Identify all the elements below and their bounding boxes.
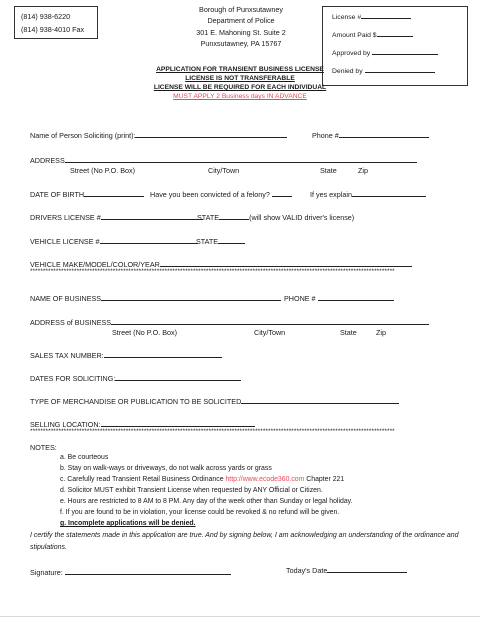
- notes-label: NOTES:: [30, 443, 57, 452]
- signature-field[interactable]: [30, 568, 231, 577]
- advance-notice: MUST APPLY 2 Business days IN ADVANCE: [173, 93, 307, 100]
- felony-field[interactable]: [150, 190, 292, 199]
- dob-field[interactable]: [30, 190, 144, 199]
- business-phone-field[interactable]: [284, 294, 394, 303]
- certification-statement: I certify the statements made in this application are true. And by signing below, I am acknowledging an understanding of the ordinance and stipulations.: [30, 532, 459, 551]
- phone-box: [14, 6, 98, 39]
- individual-license-notice: LICENSE WILL BE REQUIRED FOR EACH INDIVIDUAL: [153, 84, 327, 91]
- selling-location-label: SELLING LOCATION:: [30, 420, 101, 429]
- note-e: e. Hours are restricted to 8 AM to 8 PM. Any day of the week other than Sunday or legal holiday.: [60, 498, 353, 505]
- sales-tax-field[interactable]: [30, 351, 222, 360]
- drivers-license-label: DRIVERS LICENSE #: [30, 213, 101, 222]
- business-street-caption: Street (No P.O. Box): [112, 328, 177, 337]
- business-address-label: ADDRESS of BUSINESS: [30, 318, 112, 327]
- street-caption: Street (No P.O. Box): [70, 166, 135, 175]
- license-number-field[interactable]: [332, 12, 467, 30]
- signature-label: Signature:: [30, 568, 63, 577]
- todays-date-label: Today's Date: [286, 566, 328, 575]
- page-bottom-border: [0, 616, 480, 617]
- business-phone-label: PHONE #: [284, 294, 316, 303]
- explain-field[interactable]: [310, 190, 426, 199]
- business-name-label: NAME OF BUSINESS: [30, 294, 102, 303]
- city-caption: City/Town: [208, 166, 240, 175]
- note-d: d. Solicitor MUST exhibit Transient License when requested by ANY Official or Citizen.: [60, 487, 323, 494]
- note-c: [60, 476, 344, 483]
- phone-label: Phone #: [312, 131, 339, 140]
- drivers-state-label: STATE: [197, 213, 220, 222]
- license-number-label: License #: [332, 14, 362, 21]
- department-name: Department of Police: [207, 16, 275, 26]
- approved-by-label: Approved by: [332, 50, 371, 57]
- sales-tax-label: SALES TAX NUMBER:: [30, 351, 104, 360]
- merchandise-label: TYPE OF MERCHANDISE OR PUBLICATION TO BE SOLICITED: [30, 397, 242, 406]
- phone-field[interactable]: [312, 131, 429, 140]
- note-c-chapter: Chapter 221: [304, 476, 345, 483]
- note-f: f. If you are found to be in violation, your license could be revoked & no refund will be given.: [60, 509, 340, 516]
- vehicle-state-field[interactable]: [196, 237, 245, 246]
- business-name-field[interactable]: [30, 294, 281, 303]
- street-address: 301 E. Mahoning St. Suite 2: [196, 27, 286, 37]
- zip-caption: Zip: [358, 166, 368, 175]
- business-city-caption: City/Town: [254, 328, 286, 337]
- vehicle-license-field[interactable]: [30, 237, 198, 246]
- explain-label: If yes explain: [310, 190, 352, 199]
- not-transferable-notice: LICENSE IS NOT TRANSFERABLE: [185, 75, 295, 82]
- address-field[interactable]: [30, 156, 417, 165]
- note-b: b. Stay on walk-ways or driveways, do not walk across yards or grass: [60, 465, 272, 472]
- form-title: APPLICATION FOR TRANSIENT BUSINESS LICENSE: [156, 66, 324, 73]
- fax-number: (814) 938-4010 Fax: [21, 25, 85, 34]
- separator-stars: *********************************************************************************************************************************************: [30, 268, 395, 275]
- separator-stars-2: *********************************************************************************************************************************************: [30, 428, 395, 435]
- phone-number: (814) 938-6220: [21, 12, 71, 21]
- felony-label: Have you been convicted of a felony?: [150, 190, 270, 199]
- dates-field[interactable]: [30, 374, 241, 383]
- note-g: g. Incomplete applications will be denied.: [60, 520, 196, 527]
- merchandise-field[interactable]: [30, 397, 399, 406]
- amount-paid-label: Amount Paid $: [332, 32, 377, 39]
- form-title-block: [100, 65, 380, 101]
- dob-label: DATE OF BIRTH: [30, 190, 85, 199]
- drivers-license-field[interactable]: [30, 213, 203, 222]
- todays-date-field[interactable]: [286, 566, 407, 575]
- approved-by-field[interactable]: [332, 48, 467, 66]
- note-c-text: c. Carefully read Transient Retail Business Ordinance: [60, 476, 226, 483]
- business-zip-caption: Zip: [376, 328, 386, 337]
- vehicle-make-label: VEHICLE MAKE/MODEL/COLOR/YEAR: [30, 260, 160, 269]
- drivers-state-field[interactable]: [197, 213, 354, 222]
- denied-by-label: Denied by: [332, 68, 363, 75]
- valid-license-note: (will show VALID driver's license): [249, 213, 355, 222]
- business-address-field[interactable]: [30, 318, 429, 327]
- business-state-caption: State: [340, 328, 357, 337]
- department-address: [166, 4, 316, 49]
- dates-label: DATES FOR SOLICITING:: [30, 374, 116, 383]
- note-a: a. Be courteous: [60, 454, 109, 461]
- ordinance-link[interactable]: http://www.ecode360.com: [225, 476, 305, 483]
- address-label: ADDRESS: [30, 156, 65, 165]
- state-caption: State: [320, 166, 337, 175]
- vehicle-state-label: STATE: [196, 237, 219, 246]
- vehicle-license-label: VEHICLE LICENSE #: [30, 237, 100, 246]
- applicant-name-field[interactable]: [30, 131, 287, 140]
- applicant-name-label: Name of Person Soliciting (print):: [30, 131, 136, 140]
- amount-paid-field[interactable]: [332, 30, 467, 48]
- city-state-zip: Punxsutawney, PA 15767: [200, 38, 282, 48]
- borough-name: Borough of Punxsutawney: [199, 5, 283, 14]
